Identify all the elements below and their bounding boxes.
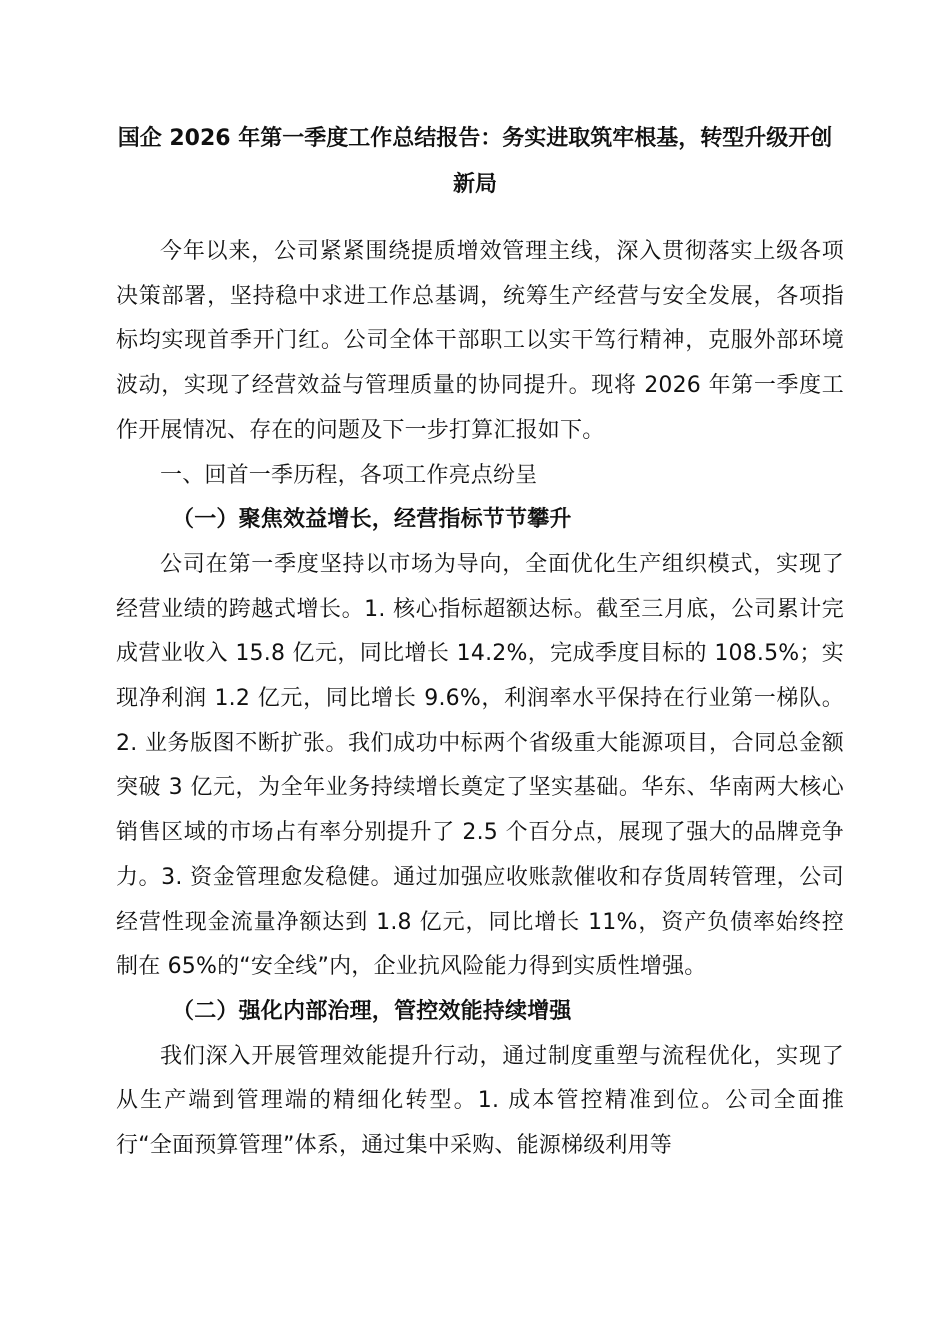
subsection-heading-2: （二）强化内部治理，管控效能持续增强 <box>172 998 572 1024</box>
paragraph-economic-results: 公司在第一季度坚持以市场为导向，全面优化生产组织模式，实现了经营业绩的跨越式增长。1. 核心指标超额达标。截至三月底，公司累计完成营业收入 15.8 亿元，同比增长 14.2%，完成季度目标的 108.5%；实现净利润 1.2 亿元，同比增长 9.6%，利润率水平保持在行业第一梯队。2. 业务版图不断扩张。我们成功中标两个省级重大能源项目，合同总金额突破 3 亿元，为全年业务持续增长奠定了坚实基础。华东、华南两大核心销售区域的市场占有率分别提升了 2.5 个百分点，展现了强大的品牌竞争力。3. 资金管理愈发稳健。通过加强应收账款催收和存货周转管理，公司经营性现金流量净额达到 1.8 亿元，同比增长 11%，资产负债率始终控制在 65%的“安全线”内，企业抗风险能力得到实质性增强。 <box>116 551 844 980</box>
paragraph-intro: 今年以来，公司紧紧围绕提质增效管理主线，深入贯彻落实上级各项决策部署，坚持稳中求进工作总基调，统筹生产经营与安全发展，各项指标均实现首季开门红。公司全体干部职工以实干笃行精神，克服外部环境波动，实现了经营效益与管理质量的协同提升。现将 2026 年第一季度工作开展情况、存在的问题及下一步打算汇报如下。 <box>116 239 844 443</box>
paragraph-internal-governance: 我们深入开展管理效能提升行动，通过制度重塑与流程优化，实现了从生产端到管理端的精细化转型。1. 成本管控精准到位。公司全面推行“全面预算管理”体系，通过集中采购、能源梯级利用等 <box>116 1043 844 1159</box>
section-heading-1: 一、回首一季历程，各项工作亮点纷呈 <box>160 462 538 488</box>
document-body <box>116 230 844 1169</box>
document-title: 国企 2026 年第一季度工作总结报告：务实进取筑牢根基，转型升级开创新局 <box>117 126 833 197</box>
subsection-heading-1: （一）聚焦效益增长，经营指标节节攀升 <box>172 507 572 533</box>
